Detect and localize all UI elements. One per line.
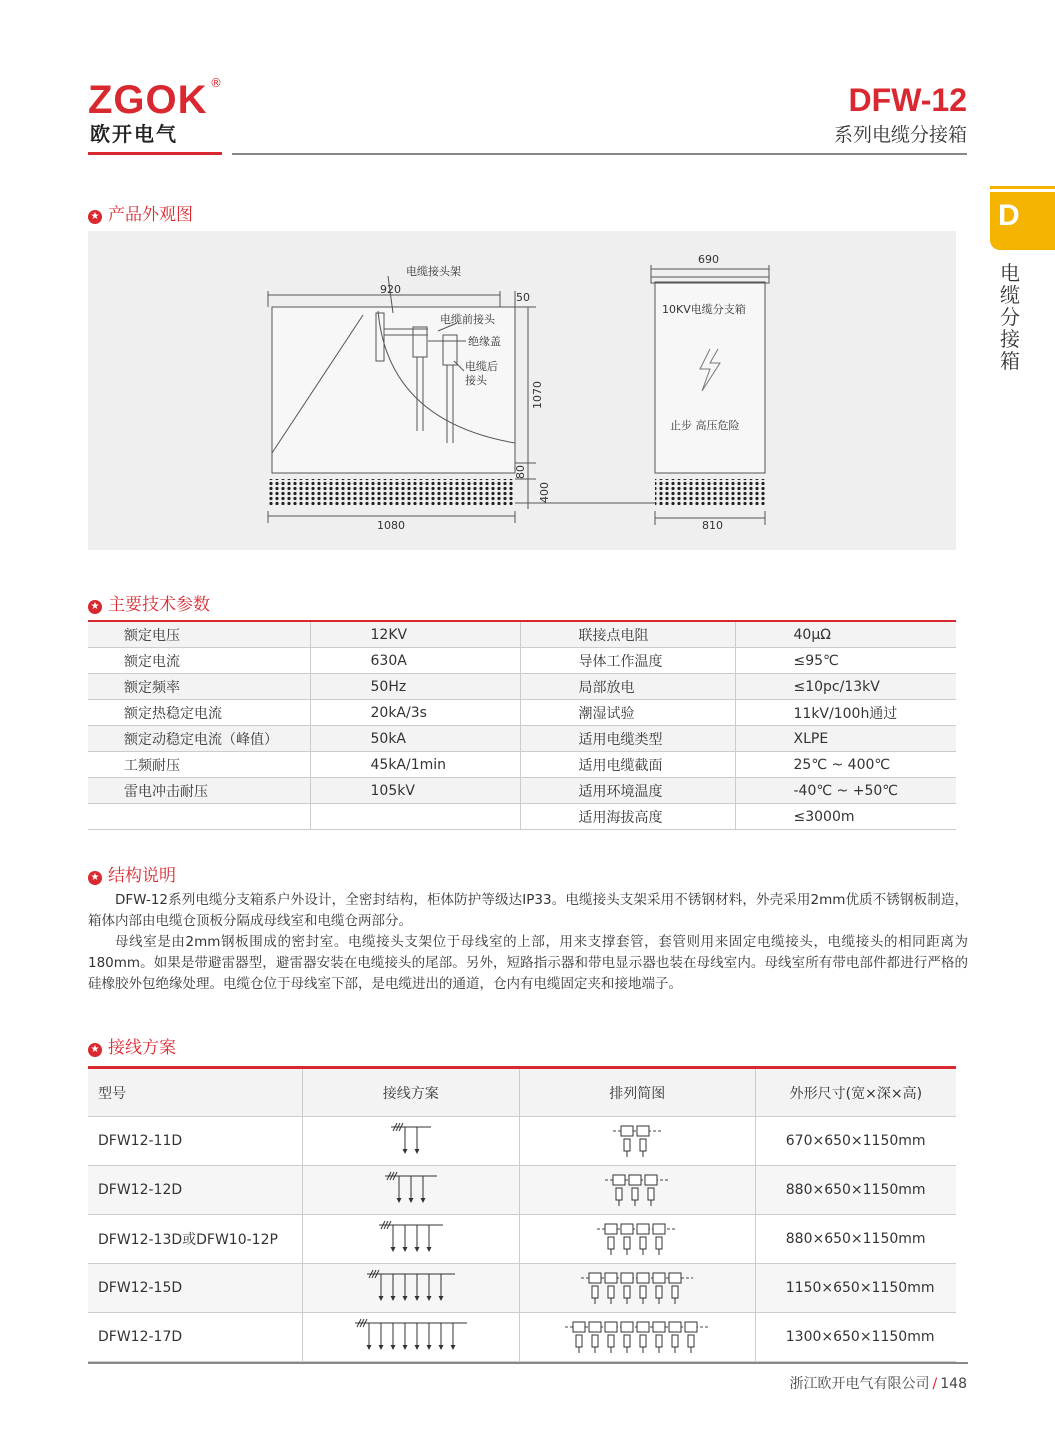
cable-joint (640, 1139, 646, 1151)
dim-1080: 1080 (377, 519, 405, 532)
arrow-down-icon (426, 1296, 431, 1301)
section-heading-wiring: ★ 接线方案 (88, 1033, 176, 1058)
cable-joint (656, 1237, 662, 1249)
arrow-down-icon (414, 1149, 419, 1154)
product-drawing (88, 231, 956, 550)
specs-cell-v1: 20kA/3s (310, 700, 520, 726)
wiring-dims: 670×650×1150mm (755, 1117, 956, 1166)
arrow-down-icon (450, 1345, 455, 1350)
specs-cell-v2: XLPE (735, 726, 956, 752)
wiring-layout-cell (519, 1166, 755, 1215)
wiring-dims: 880×650×1150mm (755, 1166, 956, 1215)
bushing (645, 1175, 657, 1185)
box-label: 10KV电缆分支箱 (662, 303, 746, 316)
page-title: DFW-12 (848, 82, 967, 118)
wiring-header-layout: 排列简图 (519, 1069, 755, 1117)
arrow-down-icon (390, 1345, 395, 1350)
base-hatch-left (268, 479, 515, 505)
specs-table (88, 622, 956, 830)
specs-cell-p1: 额定动稳定电流（峰值） (88, 726, 310, 752)
dim-690: 690 (698, 253, 719, 266)
arrow-down-icon (426, 1345, 431, 1350)
base-hatch-right (655, 479, 765, 505)
bushing (637, 1126, 649, 1136)
wiring-layout-cell (519, 1117, 755, 1166)
specs-row (88, 726, 956, 752)
specs-cell-p1: 额定热稳定电流 (88, 700, 310, 726)
specs-cell-p2: 局部放电 (520, 674, 735, 700)
bushing (629, 1175, 641, 1185)
bushing (653, 1273, 665, 1283)
wiring-table (88, 1069, 956, 1362)
wiring-model: DFW12-15D (88, 1264, 302, 1313)
structure-description (88, 890, 968, 995)
wiring-layout-cell (519, 1313, 755, 1362)
dim-80: 80 (514, 465, 527, 479)
cable-joint (576, 1335, 582, 1347)
brand-logo: ZGOK (88, 78, 208, 122)
structure-paragraph-2: 母线室是由2mm钢板围成的密封室。电缆接头支架位于母线室的上部，用来支撑套管，套管则用来固定电缆接头，电缆接头的相同距离为180mm。如果是带避雷器型，避雷器安装在电缆接头的尾部。另外，短路指示器和带电显示器也装在母线室内。母线室所有带电部件都进行严格的硅橡胶外包绝缘处理。电缆仓位于母线室下部，是电缆进出的通道，仓内有电缆固定夹和接地端子。 (88, 934, 968, 992)
wiring-model: DFW12-17D (88, 1313, 302, 1362)
wiring-header-dims: 外形尺寸(宽×深×高) (755, 1069, 956, 1117)
specs-cell-p2: 潮湿试验 (520, 700, 735, 726)
specs-cell-v1 (310, 804, 520, 830)
specs-cell-v1: 12KV (310, 622, 520, 648)
bushing (605, 1322, 617, 1332)
bushing (669, 1273, 681, 1283)
specs-cell-v2: ≤3000m (735, 804, 956, 830)
bushing (685, 1322, 697, 1332)
arrow-down-icon (402, 1149, 407, 1154)
arrow-down-icon (414, 1296, 419, 1301)
footer-divider (88, 1362, 968, 1364)
registered-mark: ® (210, 76, 222, 90)
specs-row (88, 752, 956, 778)
label-rear-joint-2: 接头 (465, 374, 487, 387)
wiring-model: DFW12-12D (88, 1166, 302, 1215)
label-insulation-cap: 绝缘盖 (468, 335, 501, 348)
specs-cell-v1: 50Hz (310, 674, 520, 700)
specs-cell-v2: 25℃ ~ 400℃ (735, 752, 956, 778)
layout-diagram (520, 1117, 755, 1161)
specs-row (88, 778, 956, 804)
wiring-scheme-cell (302, 1117, 519, 1166)
bushing (653, 1224, 665, 1234)
wiring-dims: 880×650×1150mm (755, 1215, 956, 1264)
arrow-down-icon (378, 1345, 383, 1350)
structure-paragraph-1: DFW-12系列电缆分支箱系户外设计，全密封结构，柜体防护等级达IP33。电缆接头支架采用不锈钢材料，外壳采用2mm优质不锈钢板制造，箱体内部由电缆仓顶板分隔成母线室和电缆仓两部分。 (88, 892, 968, 929)
layout-diagram (520, 1313, 755, 1357)
wiring-dims: 1150×650×1150mm (755, 1264, 956, 1313)
header-accent-line (88, 152, 222, 155)
arrow-down-icon (402, 1345, 407, 1350)
specs-row (88, 700, 956, 726)
specs-cell-p2: 适用电缆类型 (520, 726, 735, 752)
outline-diagram (88, 231, 956, 550)
bushing (621, 1126, 633, 1136)
cable-joint (608, 1335, 614, 1347)
wiring-scheme-cell (302, 1264, 519, 1313)
wiring-scheme-diagram (303, 1117, 519, 1161)
bushing (573, 1322, 585, 1332)
specs-cell-p1: 额定频率 (88, 674, 310, 700)
cable-joint (656, 1335, 662, 1347)
wiring-scheme-diagram (303, 1166, 519, 1210)
wiring-scheme-diagram (303, 1215, 519, 1259)
cable-joint (608, 1237, 614, 1249)
specs-cell-v2: 11kV/100h通过 (735, 700, 956, 726)
specs-row (88, 674, 956, 700)
cable-joint (688, 1335, 694, 1347)
label-front-joint: 电缆前接头 (440, 313, 495, 326)
cable-joint (592, 1335, 598, 1347)
star-icon: ★ (88, 600, 102, 614)
specs-cell-v2: 40μΩ (735, 622, 956, 648)
footer-company: 浙江欧开电气有限公司 (789, 1376, 930, 1392)
wiring-model: DFW12-11D (88, 1117, 302, 1166)
bushing (605, 1273, 617, 1283)
section-heading-structure: ★ 结构说明 (88, 861, 176, 886)
side-tab-line (990, 186, 1055, 189)
bushing (589, 1273, 601, 1283)
layout-diagram (520, 1215, 755, 1259)
section-heading-appearance: ★ 产品外观图 (88, 200, 193, 225)
header-divider (232, 153, 967, 155)
specs-cell-p2: 适用环境温度 (520, 778, 735, 804)
arrow-down-icon (390, 1247, 395, 1252)
star-icon: ★ (88, 210, 102, 224)
bushing (637, 1273, 649, 1283)
specs-row (88, 648, 956, 674)
wiring-scheme-diagram (303, 1313, 519, 1357)
cable-joint (640, 1335, 646, 1347)
specs-cell-v1: 45kA/1min (310, 752, 520, 778)
cable-joint (672, 1286, 678, 1298)
specs-row (88, 804, 956, 830)
cable-joint (616, 1188, 622, 1200)
arrow-down-icon (438, 1296, 443, 1301)
arrow-down-icon (402, 1247, 407, 1252)
layout-diagram (520, 1166, 755, 1210)
cable-joint (592, 1286, 598, 1298)
specs-cell-p2: 适用电缆截面 (520, 752, 735, 778)
cable-joint (672, 1335, 678, 1347)
cable-joint (656, 1286, 662, 1298)
wiring-layout-cell (519, 1215, 755, 1264)
side-tab-letter[interactable]: D (990, 192, 1055, 250)
cable-joint (624, 1286, 630, 1298)
specs-cell-p1 (88, 804, 310, 830)
specs-cell-v2: -40℃ ~ +50℃ (735, 778, 956, 804)
cable-joint (640, 1286, 646, 1298)
specs-cell-v2: ≤95℃ (735, 648, 956, 674)
wiring-dims: 1300×650×1150mm (755, 1313, 956, 1362)
label-bracket: 电缆接头架 (406, 265, 461, 278)
wiring-row (88, 1313, 956, 1362)
wiring-scheme-cell (302, 1313, 519, 1362)
specs-row (88, 622, 956, 648)
specs-cell-p2: 联接点电阻 (520, 622, 735, 648)
dim-400: 400 (538, 482, 551, 503)
arrow-down-icon (378, 1296, 383, 1301)
specs-cell-p1: 雷电冲击耐压 (88, 778, 310, 804)
cable-joint (640, 1237, 646, 1249)
arrow-down-icon (420, 1198, 425, 1203)
specs-cell-v1: 105kV (310, 778, 520, 804)
brand-name: 欧开电气 (90, 122, 178, 146)
dim-810: 810 (702, 519, 723, 532)
dim-50: 50 (516, 291, 530, 304)
arrow-down-icon (426, 1247, 431, 1252)
wiring-header-scheme: 接线方案 (302, 1069, 519, 1117)
cable-joint (624, 1237, 630, 1249)
bushing (621, 1273, 633, 1283)
bushing (621, 1224, 633, 1234)
specs-cell-p1: 额定电压 (88, 622, 310, 648)
bushing (613, 1175, 625, 1185)
warning-label: 止步 高压危险 (670, 419, 740, 432)
section-heading-specs: ★ 主要技术参数 (88, 590, 210, 615)
arrow-down-icon (438, 1345, 443, 1350)
bushing (669, 1322, 681, 1332)
wiring-scheme-cell (302, 1215, 519, 1264)
side-tab-text: 电缆分接箱 (1000, 261, 1020, 373)
specs-cell-v2: ≤10pc/13kV (735, 674, 956, 700)
cable-joint (624, 1335, 630, 1347)
wiring-scheme-cell (302, 1166, 519, 1215)
wiring-header-model: 型号 (88, 1069, 302, 1117)
bushing (637, 1224, 649, 1234)
arrow-down-icon (408, 1198, 413, 1203)
specs-cell-v1: 630A (310, 648, 520, 674)
specs-cell-p1: 额定电流 (88, 648, 310, 674)
arrow-down-icon (402, 1296, 407, 1301)
bushing (589, 1322, 601, 1332)
star-icon: ★ (88, 1043, 102, 1057)
specs-cell-v1: 50kA (310, 726, 520, 752)
dim-920: 920 (380, 283, 401, 296)
arrow-down-icon (390, 1296, 395, 1301)
cable-joint (632, 1188, 638, 1200)
arrow-down-icon (366, 1345, 371, 1350)
dim-1070: 1070 (531, 381, 544, 409)
wiring-model: DFW12-13D或DFW10-12P (88, 1215, 302, 1264)
wiring-row (88, 1264, 956, 1313)
arrow-down-icon (396, 1198, 401, 1203)
arrow-down-icon (414, 1345, 419, 1350)
bushing (605, 1224, 617, 1234)
cable-joint (648, 1188, 654, 1200)
bushing (621, 1322, 633, 1332)
label-rear-joint-1: 电缆后 (465, 360, 498, 373)
footer: 浙江欧开电气有限公司 / 148 (789, 1376, 967, 1392)
page-number: 148 (940, 1376, 967, 1392)
page-subtitle: 系列电缆分接箱 (833, 124, 967, 146)
wiring-row (88, 1215, 956, 1264)
star-icon: ★ (88, 871, 102, 885)
wiring-row (88, 1117, 956, 1166)
bushing (637, 1322, 649, 1332)
layout-diagram (520, 1264, 755, 1308)
cable-joint (624, 1139, 630, 1151)
wiring-row (88, 1166, 956, 1215)
wiring-layout-cell (519, 1264, 755, 1313)
wiring-scheme-diagram (303, 1264, 519, 1308)
bushing (653, 1322, 665, 1332)
arrow-down-icon (414, 1247, 419, 1252)
cable-joint (608, 1286, 614, 1298)
specs-cell-p2: 导体工作温度 (520, 648, 735, 674)
specs-cell-p2: 适用海拔高度 (520, 804, 735, 830)
specs-cell-p1: 工频耐压 (88, 752, 310, 778)
